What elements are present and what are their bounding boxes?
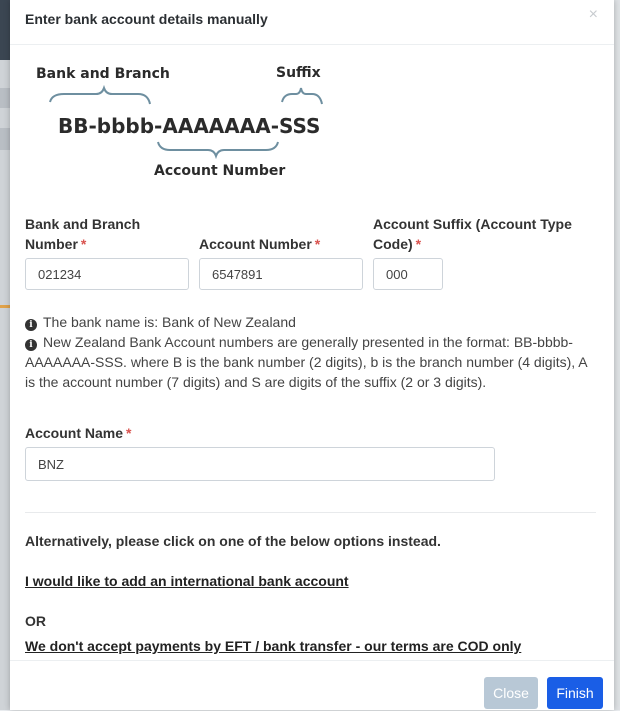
- required-asterisk: *: [80, 236, 87, 252]
- account-number-brace: [158, 142, 278, 156]
- bank-name-text: The bank name is: Bank of New Zealand: [43, 314, 296, 330]
- bank-branch-label: [25, 214, 140, 254]
- account-name-input[interactable]: [25, 447, 495, 481]
- account-format-diagram: [20, 56, 340, 186]
- account-number-label: [199, 234, 320, 254]
- modal-title: Enter bank account details manually: [25, 11, 268, 27]
- diagram-suffix-label: Suffix: [276, 65, 321, 81]
- or-separator: OR: [25, 613, 46, 629]
- section-divider: [25, 512, 596, 513]
- bank-branch-input[interactable]: [25, 258, 189, 290]
- diagram-account-number-label: Account Number: [154, 163, 286, 179]
- required-asterisk: *: [415, 236, 422, 252]
- suffix-label: [373, 214, 572, 254]
- close-button[interactable]: Close: [484, 677, 538, 709]
- cod-only-link[interactable]: We don't accept payments by EFT / bank transfer - our terms are COD only: [25, 638, 522, 654]
- bank-branch-label-line2: Number: [25, 236, 78, 252]
- background-accent: [0, 305, 10, 308]
- alternatives-prompt: Alternatively, please click on one of the below options instead.: [25, 533, 441, 549]
- format-help-text: New Zealand Bank Account numbers are generally presented in the format: BB-bbbb-AAAAAAA-SSS. where B is the bank number (2 digits), b is the branch number (4 digits), A is the account number (7 digits) and S are digits of the suffix (2 or 3 digits).: [25, 334, 587, 390]
- suffix-label-line1: Account Suffix (Account Type: [373, 216, 572, 232]
- diagram-bank-branch-label: Bank and Branch: [36, 66, 170, 82]
- info-icon: i: [25, 339, 37, 351]
- account-number-input[interactable]: [199, 258, 363, 290]
- bank-branch-label-line1: Bank and Branch: [25, 216, 141, 232]
- background-band: [0, 88, 10, 108]
- background-header: [0, 0, 10, 60]
- suffix-label-line2: Code): [373, 236, 413, 252]
- bank-name-info: [25, 312, 600, 332]
- format-help-info: [25, 332, 600, 392]
- international-account-link[interactable]: I would like to add an international bank account: [25, 573, 349, 589]
- background-scrollbar: [614, 0, 620, 710]
- account-name-label-text: Account Name: [25, 425, 124, 441]
- close-icon[interactable]: ×: [588, 6, 598, 23]
- suffix-input[interactable]: [373, 258, 443, 290]
- suffix-brace: [282, 88, 322, 104]
- required-asterisk: *: [126, 425, 132, 441]
- bank-details-modal: [10, 0, 614, 710]
- modal-header: [10, 0, 614, 45]
- required-asterisk: *: [314, 236, 321, 252]
- diagram-format-text: BB-bbbb-AAAAAAA-SSS: [58, 114, 321, 138]
- info-icon: i: [25, 319, 37, 331]
- account-number-label-text: Account Number: [199, 236, 312, 252]
- account-name-label: [25, 423, 131, 443]
- modal-footer: [10, 660, 614, 711]
- finish-button[interactable]: Finish: [547, 677, 603, 709]
- background-band: [0, 128, 10, 150]
- background-page: [0, 0, 10, 710]
- bank-branch-brace: [50, 88, 150, 104]
